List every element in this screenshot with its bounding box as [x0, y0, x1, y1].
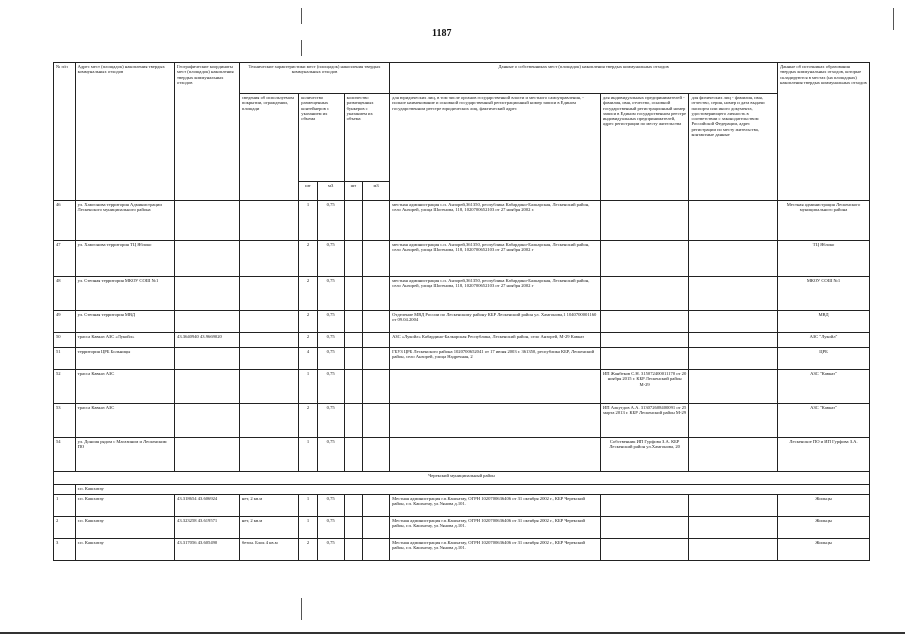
cell-cover: нет, 2 кв.м	[239, 517, 298, 539]
cell-coords	[175, 438, 240, 472]
cell-num: 53	[54, 404, 76, 438]
cell-b-pcs	[344, 404, 362, 438]
cell-phys	[689, 539, 778, 561]
cell-vol: 0,75	[317, 348, 344, 370]
cell-legal: Местная администрация г.п.Кашхатау, ОГРН 1020700636406 от 31 октября 2002 г., КБР Черекский район, г.п. Кашхатау, ул.Уянова д.101.	[390, 495, 601, 517]
cell-legal	[390, 370, 601, 404]
cell-vol: 0,75	[317, 438, 344, 472]
header-unit-pcs: шт	[299, 182, 317, 201]
cell-legal: местная администрация с.п. Анзорей,361350, республика Кабардино-Балкарская, Лескенский район, село Анзорей, улица Шогенова, 118, 1020700652103 от 27 ноября 2002 г.	[390, 201, 601, 241]
cell-ip	[600, 277, 689, 311]
header-owner-phys: для физических лиц - фамилия, имя, отчество, серия, номер и дата выдачи паспорта или иного документа, удостоверяющего личность в соответствии с законодательством Российской Федерации, адрес регистрации по месту жительства, контактные данные	[689, 94, 778, 201]
cell-ip	[600, 348, 689, 370]
cell-cover	[239, 348, 298, 370]
cell-source: Жильцы	[778, 495, 870, 517]
cell-legal: АЗС «Лукойл» Кабардино-Балкарская Республика, Лескенский район, село Анзорей, М-29 Кавказ	[390, 333, 601, 348]
cell-legal: ГБУЗ ЦРБ Лескенского района 1020700652041 от 17 июня 2003 г. 361350, республика КБР, Лескенский район, село Анзорей, улица Надречная, 2	[390, 348, 601, 370]
cell-vol: 0,75	[317, 495, 344, 517]
cell-vol: 0,75	[317, 517, 344, 539]
fold-mark-top-2	[301, 40, 302, 56]
cell-num: 51	[54, 348, 76, 370]
cell-coords	[175, 241, 240, 277]
cell-cover	[239, 438, 298, 472]
header-tech: Технические характеристики мест (площадок) накопления твердых коммунальных отходов	[239, 63, 389, 94]
cell-vol: 0,75	[317, 311, 344, 333]
cell-coords	[175, 201, 240, 241]
cell-coords: 43.317056 43.605490	[175, 539, 240, 561]
cell-b-vol	[363, 333, 390, 348]
table-row	[54, 438, 870, 472]
cell-pcs: 4	[299, 348, 317, 370]
cell-ip: Собственник ИП Гурфова З.А. КБР Лескенский район ул.Хамгонова, 20	[600, 438, 689, 472]
cell-source: АЗС "Лукойл"	[778, 333, 870, 348]
header-coords: Географические координаты мест (площадок) накопления твердых коммунальных отходов	[175, 63, 240, 201]
cell-phys	[689, 201, 778, 241]
cell-ip	[600, 517, 689, 539]
cell-b-vol	[363, 438, 390, 472]
cell-address: трасса Кавказ АЗС	[75, 370, 174, 404]
cell-legal: местная администрация с.п. Анзорей,361350, республика Кабардино-Балкарская, Лескенский район, село Анзорей, улица Шогенова, 118, 1020700652103 от 27 ноября 2002 г	[390, 277, 601, 311]
cell-phys	[689, 348, 778, 370]
cell-address: г.п. Кашхатау	[75, 517, 174, 539]
cell-phys	[689, 311, 778, 333]
cell-cover	[239, 404, 298, 438]
cell-b-vol	[363, 495, 390, 517]
cell-b-pcs	[344, 370, 362, 404]
page-number: 1187	[432, 28, 452, 39]
header-owner-ip: для индивидуальных предпринимателей - фамилия, имя, отчество, основной государственный регистрационный номер записи в Едином государственном реестре индивидуальных предпринимателей, адрес регистрации по месту жительства	[600, 94, 689, 201]
cell-source: Местная администрация Лескенского муниципального района	[778, 201, 870, 241]
cell-ip	[600, 201, 689, 241]
cell-b-vol	[363, 201, 390, 241]
cell-source: Жильцы	[778, 517, 870, 539]
fold-mark-top	[301, 8, 302, 24]
header-sources: Данные об источниках образования твердых коммунальных отходов, которые складируются в местах (на площадках) накопления твердых коммунальных отходов	[778, 63, 870, 201]
fold-mark-right	[893, 8, 894, 30]
cell-coords	[175, 404, 240, 438]
cell-vol: 0,75	[317, 539, 344, 561]
cell-vol: 0,75	[317, 277, 344, 311]
cell-cover	[239, 201, 298, 241]
cell-address: ул. Хамгонова территория Администрации Лескенского муниципального района	[75, 201, 174, 241]
cell-address: ул. Степная территория МКОУ СОШ №1	[75, 277, 174, 311]
cell-phys	[689, 495, 778, 517]
table-row	[54, 201, 870, 241]
table-row	[54, 241, 870, 277]
cell-legal: Местная администрация г.п.Кашхатау, ОГРН 1020700636406 от 31 октября 2002 г., КБР Черекский район, г.п. Кашхатау, ул.Уянова д.101.	[390, 539, 601, 561]
cell-cover	[239, 333, 298, 348]
cell-cover	[239, 277, 298, 311]
cell-vol: 0,75	[317, 201, 344, 241]
cell-b-pcs	[344, 201, 362, 241]
cell-legal: местная администрация с.п. Анзорей,361350, республика Кабардино-Балкарская, Лескенский район, село Анзорей, улица Шогенова, 118, 1020700652103 от 27 ноября 2002 г	[390, 241, 601, 277]
cell-pcs: 1	[299, 201, 317, 241]
header-num: № п/п	[54, 63, 76, 201]
cell-cover	[239, 311, 298, 333]
cell-vol: 0,75	[317, 241, 344, 277]
table-row	[54, 348, 870, 370]
cell-address: территория ЦРБ Больницы	[75, 348, 174, 370]
waste-sites-register-table	[53, 62, 870, 561]
cell-phys	[689, 370, 778, 404]
header-tech-bunkers: количество размещенных бункеров с указанием их объема	[344, 94, 389, 182]
cell-address: трасса Кавказ АЗС «Лукойл»	[75, 333, 174, 348]
cell-address: ул. Доноия рядом с Магазином и Лескенским ПО	[75, 438, 174, 472]
cell-source: Жильцы	[778, 539, 870, 561]
cell-b-vol	[363, 241, 390, 277]
section-title: Черекский муниципальный район	[54, 472, 870, 485]
cell-num: 2	[54, 517, 76, 539]
cell-b-pcs	[344, 539, 362, 561]
cell-coords: 43.318654 43.606924	[175, 495, 240, 517]
cell-num: 50	[54, 333, 76, 348]
cell-pcs: 2	[299, 241, 317, 277]
cell-legal	[390, 404, 601, 438]
cell-b-pcs	[344, 277, 362, 311]
cell-b-pcs	[344, 333, 362, 348]
cell-b-pcs	[344, 438, 362, 472]
cell-pcs: 2	[299, 539, 317, 561]
cell-pcs: 1	[299, 370, 317, 404]
header-owner-legal: для юридических лиц, в том числе органов государственной власти и местного самоуправления, - полное наименование и основной государственный регистрационный номер записи в Едином государственном реестре юридических лиц, фактический адрес	[390, 94, 601, 201]
cell-source: ЦРБ	[778, 348, 870, 370]
cell-phys	[689, 333, 778, 348]
cell-ip	[600, 333, 689, 348]
cell-b-vol	[363, 277, 390, 311]
cell-phys	[689, 241, 778, 277]
header-owners: Данные о собственниках мест (площадок) накопления твердых коммунальных отходов	[390, 63, 778, 94]
header-unit-pcs-bunker: шт	[344, 182, 362, 201]
page-bottom-rule	[0, 632, 905, 634]
cell-coords	[175, 277, 240, 311]
cell-cover	[239, 370, 298, 404]
cell-b-vol	[363, 517, 390, 539]
cell-ip: ИП Жанбеков С.Н. 315072400011170 от 20 ноября 2015 г. КБР Лескенский район М-29	[600, 370, 689, 404]
cell-b-vol	[363, 404, 390, 438]
header-unit-m3: м3	[317, 182, 344, 201]
cell-address: ул. Степная территория МВД	[75, 311, 174, 333]
cell-b-vol	[363, 311, 390, 333]
cell-pcs: 2	[299, 311, 317, 333]
cell-b-pcs	[344, 495, 362, 517]
cell-num: 52	[54, 370, 76, 404]
cell-source: ТЦ Яблоко	[778, 241, 870, 277]
settlement-name: г.п. Кашхатау	[75, 485, 869, 495]
cell-pcs: 2	[299, 333, 317, 348]
cell-source: МВД	[778, 311, 870, 333]
table-row	[54, 277, 870, 311]
cell-ip	[600, 495, 689, 517]
cell-num: 47	[54, 241, 76, 277]
fold-mark-bottom	[301, 598, 302, 620]
cell-address: трасса Кавказ АЗС	[75, 404, 174, 438]
table-row	[54, 370, 870, 404]
cell-vol: 0,75	[317, 404, 344, 438]
cell-source: АЗС "Кавказ"	[778, 404, 870, 438]
header-address: Адрес мест (площадок) накопления твердых коммунальных отходов	[75, 63, 174, 201]
cell-legal	[390, 438, 601, 472]
cell-coords	[175, 311, 240, 333]
cell-pcs: 2	[299, 404, 317, 438]
cell-address: ул. Хамгонова территория ТЦ Яблоко	[75, 241, 174, 277]
cell-num: 48	[54, 277, 76, 311]
cell-b-vol	[363, 348, 390, 370]
cell-phys	[689, 517, 778, 539]
cell-pcs: 1	[299, 517, 317, 539]
cell-ip: ИП Алкутдов А.А. 313072608400091 от 25 марта 2013 г. КБР Лескенский район М-29	[600, 404, 689, 438]
settlement-num	[54, 485, 76, 495]
cell-pcs: 1	[299, 495, 317, 517]
cell-legal: Местная администрация г.п.Кашхатау, ОГРН 1020700636406 от 31 октября 2002 г., КБР Черекский район, г.п. Кашхатау, ул.Уянова д.101.	[390, 517, 601, 539]
table-row	[54, 495, 870, 517]
cell-phys	[689, 277, 778, 311]
header-tech-containers: количество размещенных контейнеров с указанием их объема	[299, 94, 344, 182]
cell-cover: нет, 2 кв.м	[239, 495, 298, 517]
table-row	[54, 517, 870, 539]
cell-pcs: 1	[299, 438, 317, 472]
cell-ip	[600, 539, 689, 561]
cell-phys	[689, 404, 778, 438]
cell-cover	[239, 241, 298, 277]
cell-coords: 43.3640940 43.9669020	[175, 333, 240, 348]
cell-b-pcs	[344, 517, 362, 539]
cell-b-pcs	[344, 348, 362, 370]
cell-source: АЗС "Кавказ"	[778, 370, 870, 404]
header-unit-m3-bunker: м3	[363, 182, 390, 201]
cell-pcs: 2	[299, 277, 317, 311]
table-row	[54, 404, 870, 438]
table-row	[54, 539, 870, 561]
cell-num: 1	[54, 495, 76, 517]
header-tech-cover: сведения об используемом покрытии, ограждении, площади	[239, 94, 298, 201]
cell-num: 3	[54, 539, 76, 561]
cell-coords	[175, 370, 240, 404]
cell-vol: 0,75	[317, 370, 344, 404]
cell-address: г.п. Кашхатау	[75, 495, 174, 517]
cell-source: Лескенское ПО и ИП Гурфова З.А.	[778, 438, 870, 472]
cell-coords: 43.323258 43.619571	[175, 517, 240, 539]
cell-address: г.п. Кашхатау	[75, 539, 174, 561]
cell-num: 49	[54, 311, 76, 333]
cell-vol: 0,75	[317, 333, 344, 348]
cell-source: МКОУ СОШ №1	[778, 277, 870, 311]
cell-phys	[689, 438, 778, 472]
cell-coords	[175, 348, 240, 370]
cell-legal: Отделение МВД России по Лескенскому району КБР Лескенский район ул. Хамгонова,1 1040700001160 от 09.04.2004	[390, 311, 601, 333]
table-row	[54, 311, 870, 333]
cell-num: 54	[54, 438, 76, 472]
table-row	[54, 333, 870, 348]
cell-ip	[600, 241, 689, 277]
cell-b-pcs	[344, 311, 362, 333]
cell-b-vol	[363, 539, 390, 561]
cell-b-pcs	[344, 241, 362, 277]
cell-ip	[600, 311, 689, 333]
cell-num: 46	[54, 201, 76, 241]
cell-b-vol	[363, 370, 390, 404]
cell-cover: бетон. Блок 4 кв.м	[239, 539, 298, 561]
